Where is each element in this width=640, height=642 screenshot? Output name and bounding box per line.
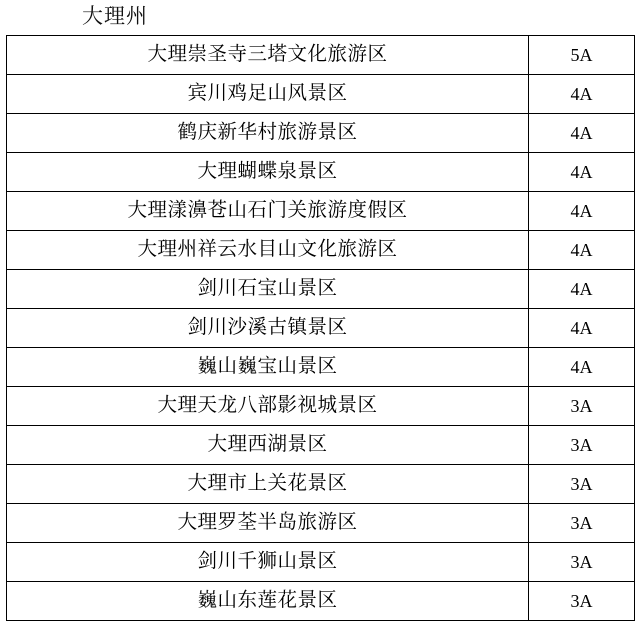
table-row <box>7 504 635 543</box>
table-row <box>7 153 635 192</box>
cell-level: 4A <box>529 153 635 192</box>
cell-name: 大理崇圣寺三塔文化旅游区 <box>7 36 529 75</box>
table-row <box>7 36 635 75</box>
cell-name: 巍山巍宝山景区 <box>7 348 529 387</box>
table-row <box>7 387 635 426</box>
cell-level: 4A <box>529 348 635 387</box>
cell-level: 3A <box>529 426 635 465</box>
cell-name: 宾川鸡足山风景区 <box>7 75 529 114</box>
table-row <box>7 348 635 387</box>
scenic-area-table <box>6 35 635 621</box>
cell-level: 4A <box>529 270 635 309</box>
cell-name: 大理市上关花景区 <box>7 465 529 504</box>
cell-name: 大理漾濞苍山石门关旅游度假区 <box>7 192 529 231</box>
cell-level: 4A <box>529 192 635 231</box>
table-row <box>7 426 635 465</box>
cell-level: 5A <box>529 36 635 75</box>
cell-level: 4A <box>529 309 635 348</box>
table-row <box>7 75 635 114</box>
cell-name: 大理西湖景区 <box>7 426 529 465</box>
table-row <box>7 582 635 621</box>
cell-name: 剑川千狮山景区 <box>7 543 529 582</box>
table-row <box>7 465 635 504</box>
table-body <box>7 36 635 621</box>
cell-name: 大理州祥云水目山文化旅游区 <box>7 231 529 270</box>
cell-name: 大理罗荃半岛旅游区 <box>7 504 529 543</box>
table-row <box>7 309 635 348</box>
cell-level: 4A <box>529 231 635 270</box>
cell-name: 大理蝴蝶泉景区 <box>7 153 529 192</box>
cell-level: 4A <box>529 75 635 114</box>
table-row <box>7 114 635 153</box>
cell-level: 3A <box>529 582 635 621</box>
page-title: 大理州 <box>82 4 148 28</box>
cell-name: 剑川石宝山景区 <box>7 270 529 309</box>
cell-name: 大理天龙八部影视城景区 <box>7 387 529 426</box>
cell-level: 3A <box>529 465 635 504</box>
cell-level: 3A <box>529 543 635 582</box>
table-row <box>7 543 635 582</box>
table-row <box>7 270 635 309</box>
cell-level: 4A <box>529 114 635 153</box>
cell-name: 鹤庆新华村旅游景区 <box>7 114 529 153</box>
cell-level: 3A <box>529 387 635 426</box>
table-row <box>7 192 635 231</box>
cell-name: 巍山东莲花景区 <box>7 582 529 621</box>
scenic-area-table-wrapper <box>6 35 634 621</box>
cell-level: 3A <box>529 504 635 543</box>
table-row <box>7 231 635 270</box>
cell-name: 剑川沙溪古镇景区 <box>7 309 529 348</box>
